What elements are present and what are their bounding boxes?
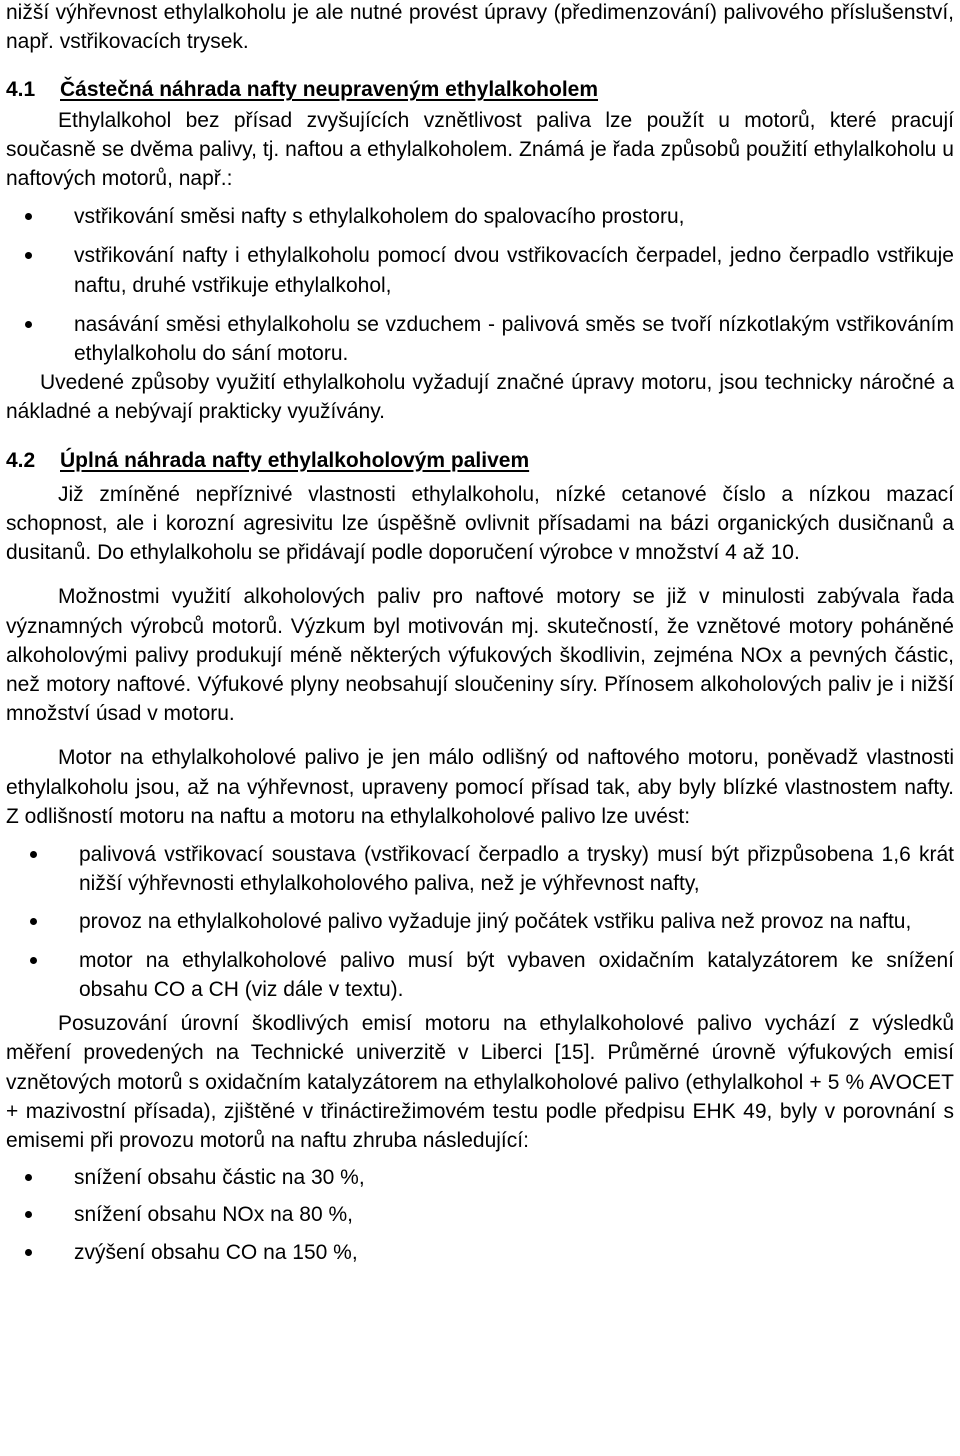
list-item-text: palivová vstřikovací soustava (vstřikovací čerpadlo a trysky) musí být přizpůsobena 1,6 krát nižší výhřevnosti ethylalkoholového paliva, než je výhřevnost nafty, — [79, 843, 954, 896]
bullet-icon — [25, 321, 32, 328]
section-4-1-closing: Uvedené způsoby využití ethylalkoholu vyžadují značné úpravy motoru, jsou technicky náročné a nákladné a nebývají prakticky využívány. — [6, 371, 954, 424]
list-item — [6, 1200, 954, 1229]
list-item — [6, 1238, 954, 1267]
emissions-bullet-list — [6, 1163, 954, 1267]
list-item-text: motor na ethylalkoholové palivo musí být vybaven oxidačním katalyzátorem ke snížení obsahu CO a CH (viz dále v textu). — [79, 948, 954, 1001]
emissions-paragraph: Posuzování úrovní škodlivých emisí motoru na ethylalkoholové palivo vychází z výsledků měření provedených na Technické univerzitě v Liberci [15]. Průměrné úrovně výfukových emisí vznětových motorů s oxidačním katalyzátorem na ethylalkoholové palivo (ethylalkohol + 5 % AVOCET + mazivostní přísada), zjištěné v třináctirežimovém testu podle předpisu EHK 49, byly v porovnání s emisemi při provozu motorů na naftu zhruba následující: — [6, 1012, 954, 1152]
document-page — [6, 0, 954, 1267]
list-item — [6, 946, 954, 1004]
section-4-2-title: Úplná náhrada nafty ethylalkoholovým palivem — [60, 448, 530, 472]
bullet-icon — [25, 1249, 32, 1256]
list-item-text: snížení obsahu NOx na 80 %, — [74, 1203, 353, 1227]
section-4-1-bullet-list — [6, 202, 954, 368]
list-item — [6, 840, 954, 898]
bullet-icon — [30, 918, 37, 925]
section-4-1-number: 4.1 — [6, 78, 36, 102]
section-4-2-paragraph-1: Již zmíněné nepříznivé vlastnosti ethylalkoholu, nízké cetanové číslo a nízkou mazací schopnost, ale i korozní agresivitu lze úspěšně ovlivnit přísadami na bázi organických dusičnanů a dusitanů. Do ethylalkoholu se přidávají podle doporučení výrobce v množství 4 až 10. — [6, 482, 954, 565]
list-item-text: zvýšení obsahu CO na 150 %, — [74, 1240, 358, 1264]
section-4-2-number: 4.2 — [6, 448, 36, 472]
list-item-text: vstřikování nafty i ethylalkoholu pomocí dvou vstřikovacích čerpadel, jedno čerpadlo vstřikuje naftu, druhé vstřikuje ethylalkohol, — [74, 244, 954, 297]
list-item-text: provoz na ethylalkoholové palivo vyžaduje jiný počátek vstřiku paliva než provoz na naftu, — [79, 910, 912, 934]
section-4-2-paragraph-2: Možnostmi využití alkoholových paliv pro naftové motory se již v minulosti zabývala řada významných výrobců motorů. Výzkum byl motivován mj. skutečností, že vznětové motory poháněné alkoholovými palivy produkují méně některých výfukových škodlivin, zejména NOx a pevných částic, než motory naftové. Výfukové plyny neobsahují sloučeniny síry. Přínosem alkoholových paliv je i nižší množství úsad v motoru. — [6, 585, 954, 726]
section-4-1-paragraph: Ethylalkohol bez přísad zvyšujících vznětlivost paliva lze použít u motorů, které pracují současně se dvěma palivy, tj. naftou a ethylalkoholem. Známá je řada způsobů použití ethylalkoholu u naftových motorů, např.: — [6, 108, 954, 191]
intro-paragraph: nižší výhřevnost ethylalkoholu je ale nutné provést úpravy (předimenzování) palivového příslušenství, např. vstřikovacích trysek. — [6, 1, 954, 54]
list-item — [6, 1163, 954, 1192]
list-item-text: nasávání směsi ethylalkoholu se vzduchem - palivová směs se tvoří nízkotlakým vstřikováním ethylalkoholu do sání motoru. — [74, 312, 954, 366]
section-4-2-heading — [6, 446, 954, 475]
section-4-2-bullet-list — [6, 840, 954, 1004]
section-4-1-title: Částečná náhrada nafty neupraveným ethylalkoholem — [60, 78, 599, 102]
bullet-icon — [25, 213, 32, 220]
bullet-icon — [25, 1211, 32, 1218]
bullet-icon — [30, 957, 37, 964]
list-item-text: vstřikování směsi nafty s ethylalkoholem do spalovacího prostoru, — [74, 205, 685, 229]
bullet-icon — [25, 252, 32, 259]
bullet-icon — [30, 851, 37, 858]
list-item — [6, 241, 954, 299]
list-item — [6, 202, 954, 231]
list-item — [6, 310, 954, 368]
section-4-2-paragraph-3: Motor na ethylalkoholové palivo je jen málo odlišný od naftového motoru, poněvadž vlastnosti ethylalkoholu jsou, až na výhřevnost, upraveny pomocí přísad tak, aby byly blízké vlastnostem nafty. Z odlišností motoru na naftu a motoru na ethylalkoholové palivo lze uvést: — [6, 746, 954, 828]
list-item — [6, 907, 954, 936]
section-4-1-heading — [6, 75, 954, 104]
list-item-text: snížení obsahu částic na 30 %, — [74, 1166, 365, 1190]
bullet-icon — [25, 1174, 32, 1181]
